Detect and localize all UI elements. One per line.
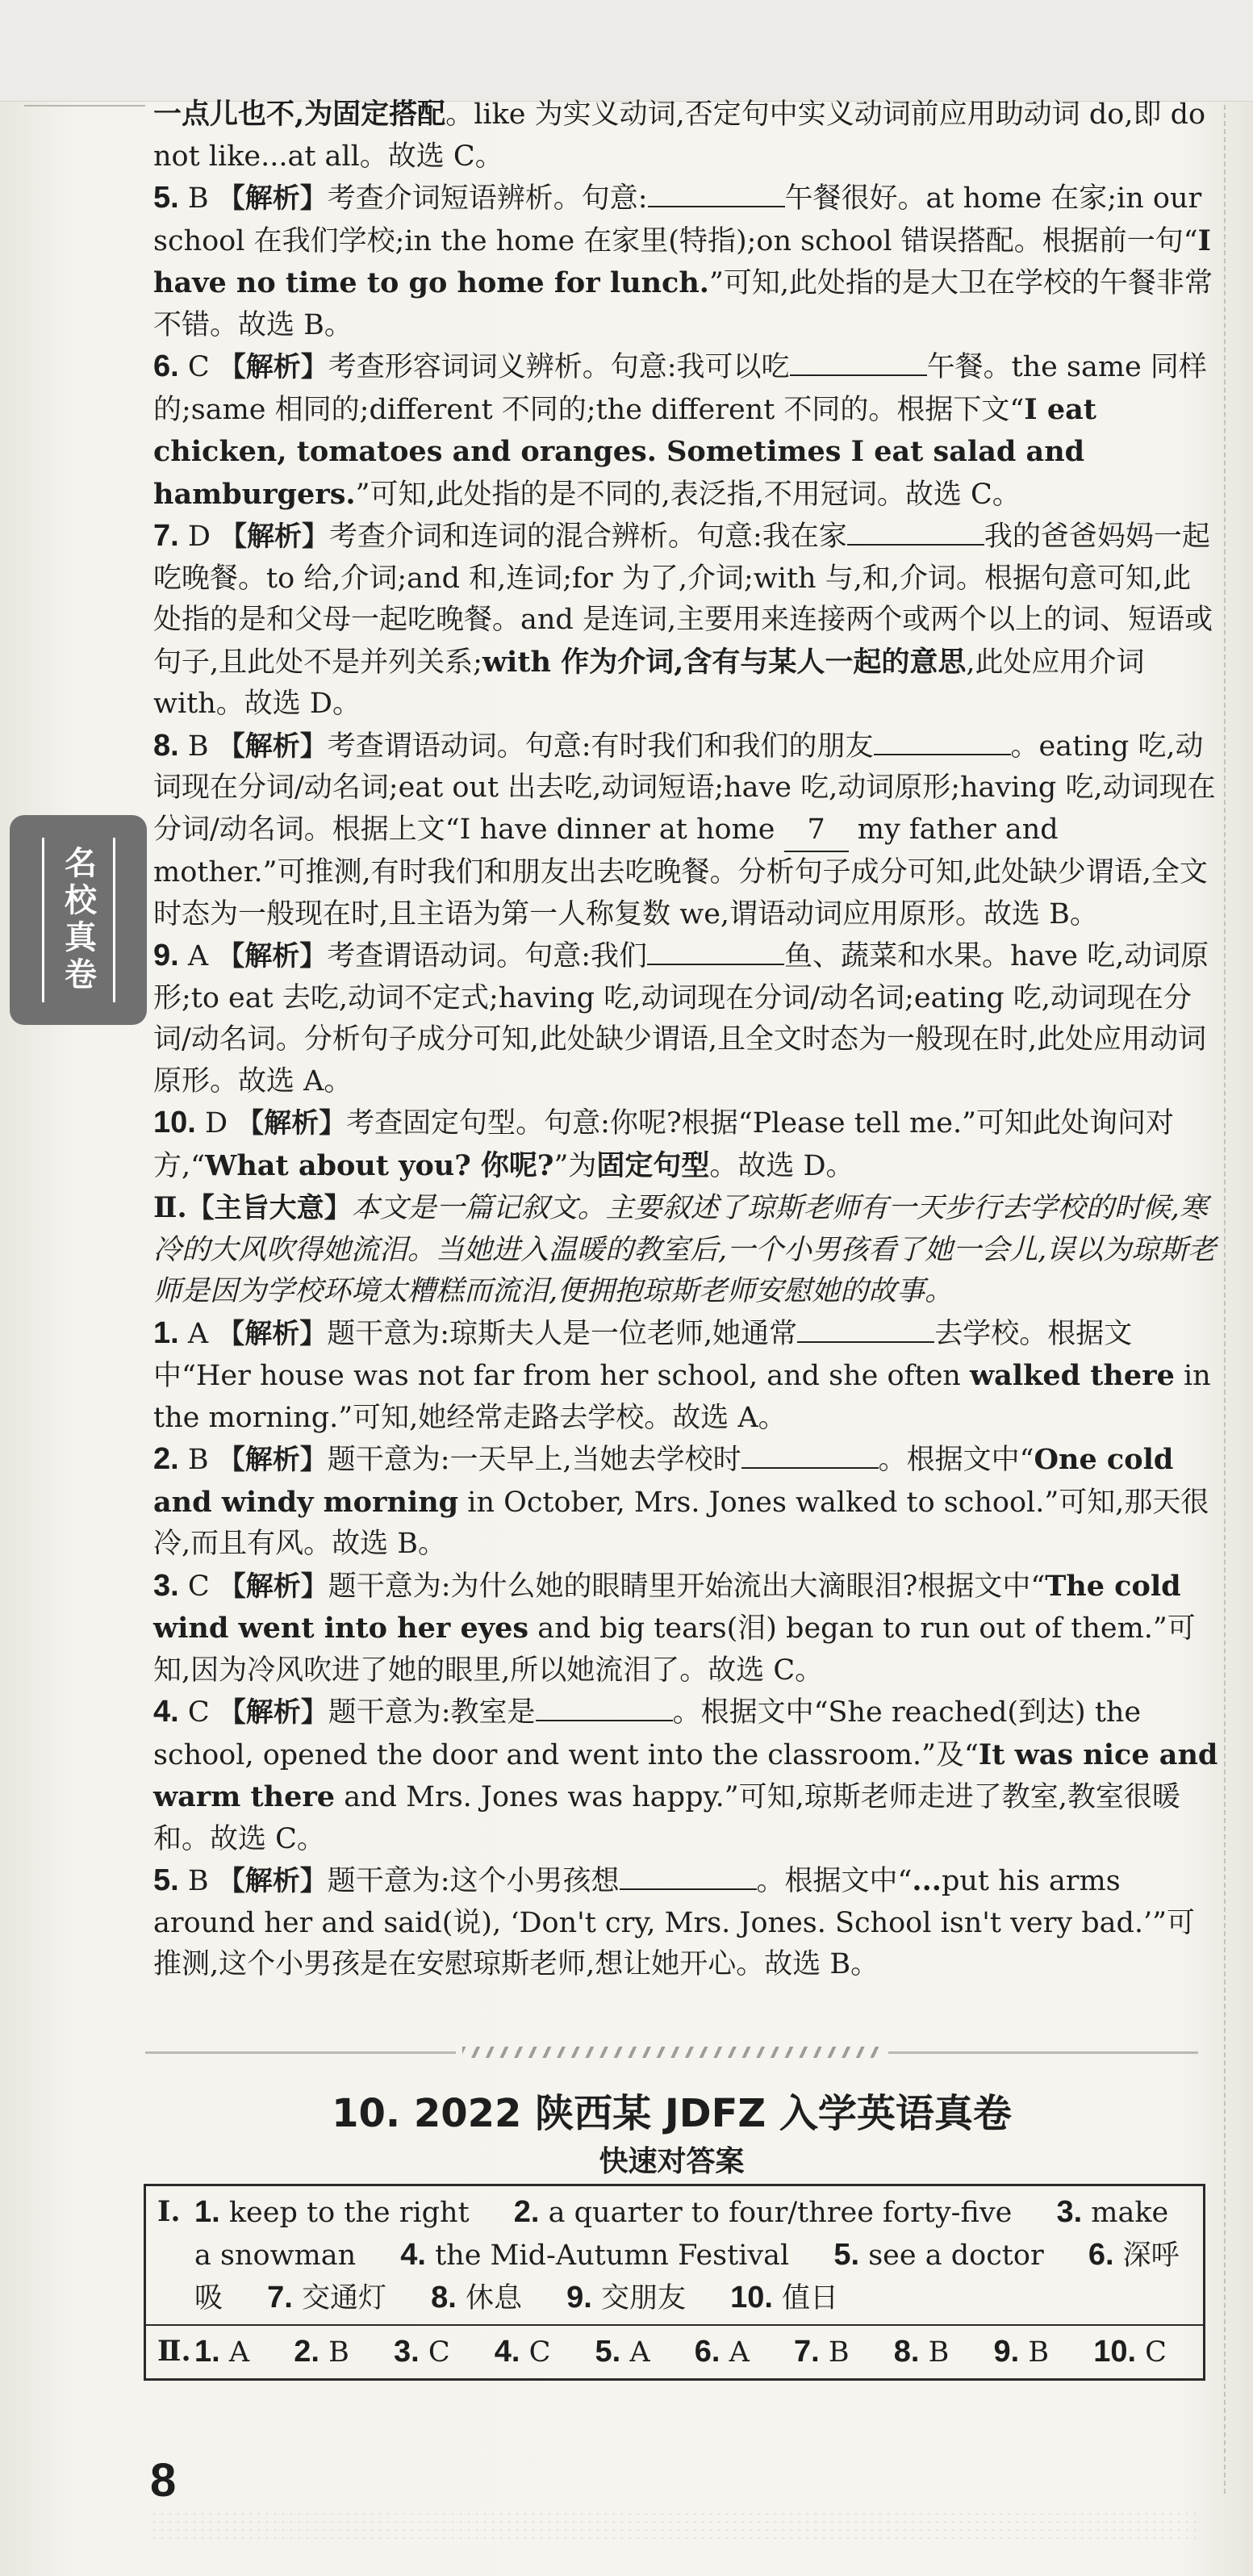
answer-item [394, 2336, 450, 2369]
answer-value: A [729, 2336, 750, 2369]
analysis-tag: 【解析】 [218, 1696, 328, 1729]
answer-letter: B [187, 1444, 209, 1476]
analysis-tag: 【解析】 [217, 730, 328, 763]
answer-num: 1. [194, 2335, 220, 2369]
part2-summary [153, 1187, 1218, 1313]
answer-num: 4. [400, 2238, 426, 2272]
quick-answer-table [144, 2184, 1205, 2381]
answer-num: 8. [893, 2335, 920, 2369]
explanation-text: in the morning.”可知,她经常走路去学校。故选 A。 [153, 1360, 1211, 1434]
blank-line [741, 1441, 879, 1469]
explanation-text: 鱼、蔬菜和水果。have 吃,动词原形;to eat 去吃,动词不定式;having 吃,动词现在分词/动名词;eating 吃,动词现在分词/动名词。分析句子成分可知,此处缺少谓语,且全文时态为一般现在时,此处应用动词原形。故选 A。 [153, 940, 1209, 1098]
main-idea-tag: 【主旨大意】 [186, 1192, 352, 1224]
explanation-text: 题干意为:一天早上,当她去学校时 [327, 1444, 741, 1476]
explanation-text: 题干意为:为什么她的眼睛里开始流出大滴眼泪?根据文中“ [328, 1570, 1046, 1603]
explanation-text: 。故选 D。 [709, 1149, 854, 1182]
answer-value: see a doctor [868, 2239, 1044, 2272]
answer-value: B [928, 2336, 950, 2369]
blank-line [874, 728, 1011, 755]
answer-value: C [1145, 2336, 1167, 2369]
answer-letter: D [187, 521, 211, 553]
answer-item [695, 2336, 750, 2369]
answer-num: 10. [730, 2281, 773, 2315]
answer-item [833, 2239, 1043, 2272]
explanation-text: and Mrs. Jones was happy.”可知,琼斯老师走进了教室,教室很暖和。故选 C。 [153, 1781, 1180, 1855]
bold-text: walked there [969, 1359, 1175, 1392]
answer-num: 3. [393, 2335, 420, 2369]
continued-paragraph [153, 94, 1218, 178]
answer-letter: B [187, 182, 209, 215]
answer-item [194, 2336, 249, 2369]
answer-num: 2. [294, 2335, 320, 2369]
answer-row-1 [146, 2186, 1203, 2326]
bold-text: with 作为介词,含有与某人一起的意思 [482, 645, 967, 679]
question-number: 5. [153, 181, 179, 215]
explanation-text: 。根据文中“ [756, 1865, 913, 1897]
explanation-text: 。根据文中“She reached(到达) the school, opened the door and went into the classroom.”及“ [153, 1696, 1142, 1771]
analysis-tag: 【解析】 [217, 1317, 328, 1350]
answer-num: 5. [595, 2335, 621, 2369]
explanation-text: 考查谓语动词。句意:有时我们和我们的朋友 [327, 730, 874, 763]
answer-value: A [629, 2336, 650, 2369]
header-rule [24, 105, 145, 107]
bold-text: ... [912, 1864, 942, 1897]
summary-text: 本文是一篇记叙文。主要叙述了琼斯老师有一天步行去学校的时候,寒冷的大风吹得她流泪。当她进入温暖的教室后,一个小男孩看了她一会儿,误以为琼斯老师是因为学校环境太糟糕而流泪,便拥抱琼斯老师安慰她的故事。 [153, 1192, 1217, 1307]
quoted-text: I have no time to go home for lunch. [153, 224, 1211, 299]
explanation-text: 题干意为:这个小男孩想 [327, 1865, 620, 1897]
question-number: 2. [153, 1442, 179, 1476]
explanation-text: 考查固定句型。句意:你呢?根据“Please tell me.”可知此处询问对方,“ [153, 1107, 1174, 1182]
answer-explanations [153, 94, 1218, 1986]
answer-value: B [828, 2336, 850, 2369]
analysis-tag: 【解析】 [217, 1444, 328, 1476]
question-number: 3. [153, 1568, 179, 1603]
analysis-tag: 【解析】 [236, 1107, 347, 1140]
answer-value: A [228, 2336, 250, 2369]
explanation-text: 去学校。根据文中“Her house was not far from her school, and she often [153, 1317, 1133, 1392]
answer-num: 6. [694, 2335, 720, 2369]
bold-text: One cold and windy morning [153, 1443, 1174, 1519]
q5-explanation [153, 178, 1218, 346]
blank-line [847, 518, 984, 546]
answer-row-2 [146, 2326, 1203, 2378]
q7-explanation [153, 516, 1218, 726]
p2-q1-explanation [153, 1313, 1218, 1440]
blank-line [790, 349, 927, 376]
blank-line [648, 180, 785, 207]
bold-text: What about you? 你呢? [205, 1148, 554, 1182]
question-number: 9. [153, 939, 179, 972]
continued-text: 。like 为实义动词,否定句中实义动词前应用助动词 do,即 do not like...at all。故选 C。 [153, 98, 1206, 173]
explanation-text: my father and mother.”可推测,有时我们和朋友出去吃晚餐。分析句子成分可知,此处缺少谓语,全文时态为一般现在时,且主语为第一人称复数 we,谓语动词应用原形。故选 B。 [153, 813, 1208, 930]
analysis-tag: 【解析】 [219, 521, 330, 553]
divider-line [145, 2051, 456, 2054]
answer-value: B [1028, 2336, 1050, 2369]
answer-item [495, 2336, 551, 2369]
answer-num: 6. [1088, 2238, 1114, 2272]
blank-number: 7 [784, 809, 849, 853]
question-number: 7. [153, 519, 179, 553]
answer-item [514, 2197, 1013, 2229]
answer-num: 7. [794, 2335, 820, 2369]
bold-text: 固定句型 [596, 1148, 710, 1182]
answer-letter: C [187, 1696, 210, 1729]
explanation-text: ”可知,此处指的是不同的,表泛指,不用冠词。故选 C。 [355, 478, 1021, 511]
answer-num: 7. [267, 2281, 293, 2315]
explanation-text: and big tears(泪) began to run out of them.”可知,因为冷风吹进了她的眼里,所以她流泪了。故选 C。 [153, 1612, 1196, 1687]
bold-text: The cold wind went into her eyes [153, 1569, 1181, 1645]
cut-line [1224, 105, 1226, 2494]
page-number: 8 [150, 2454, 177, 2507]
analysis-tag: 【解析】 [217, 182, 328, 215]
explanation-text: 午餐。the same 同样的;same 相同的;different 不同的;the different 不同的。根据下文“ [153, 351, 1207, 426]
explanation-text: 题干意为:琼斯夫人是一位老师,她通常 [327, 1317, 798, 1350]
bold-text: It was nice and warm there [153, 1738, 1218, 1813]
answer-num: 1. [194, 2195, 220, 2229]
divider-line [888, 2051, 1199, 2054]
answer-item [400, 2239, 789, 2272]
explanation-text: 考查介词短语辨析。句意: [327, 182, 648, 215]
answer-letter: B [187, 1865, 209, 1897]
divider-hatch [462, 2047, 882, 2058]
analysis-tag: 【解析】 [217, 940, 328, 972]
answer-num: 4. [494, 2335, 520, 2369]
side-tab [10, 815, 147, 1025]
answer-value: B [328, 2336, 349, 2369]
explanation-text: put his arms around her and said(说), ‘Don't cry, Mrs. Jones. School isn't very bad.’”可推测,这个小男孩是在安慰琼斯老师,想让她开心。故选 B。 [153, 1865, 1196, 1980]
explanation-text: 。eating 吃,动词现在分词/动名词;eat out 出去吃,动词短语;have 吃,动词原形;having 吃,动词现在分词/动名词。根据上文“I have dinner at home [153, 730, 1216, 846]
answer-letter: D [204, 1107, 228, 1140]
explanation-text: in October, Mrs. Jones walked to school.”可知,那天很冷,而且有风。故选 B。 [153, 1486, 1209, 1560]
answer-letter: A [187, 940, 209, 972]
question-number: 8. [153, 728, 179, 763]
answer-num: 3. [1056, 2195, 1083, 2229]
answer-value: make a snowman [194, 2197, 1169, 2272]
answer-num: 8. [431, 2281, 457, 2315]
answer-item [566, 2282, 686, 2315]
answer-item [730, 2282, 838, 2315]
p2-q5-explanation [153, 1860, 1218, 1986]
p2-q2-explanation [153, 1439, 1218, 1566]
section-roman: Ⅱ. [153, 1191, 187, 1224]
answer-num: 9. [993, 2335, 1020, 2369]
answer-item [894, 2336, 950, 2369]
q10-explanation [153, 1102, 1218, 1187]
answer-item [194, 2197, 470, 2229]
question-number: 6. [153, 349, 179, 383]
question-number: 4. [153, 1695, 179, 1729]
explanation-text: ”为 [553, 1149, 597, 1182]
row-roman: Ⅰ. [157, 2195, 181, 2228]
explanation-text: ”可知,此处指的是大卫在学校的午餐非常不错。故选 B。 [153, 267, 1213, 341]
section-divider [145, 2045, 1198, 2060]
answer-item [993, 2336, 1049, 2369]
q9-explanation [153, 935, 1218, 1102]
answer-value: 交通灯 [302, 2282, 387, 2315]
blank-line [536, 1694, 673, 1721]
blank-line [647, 938, 784, 965]
row-roman: Ⅱ. [157, 2335, 191, 2368]
p2-q4-explanation [153, 1692, 1218, 1860]
explanation-text: 午餐很好。at home 在家;in our school 在我们学校;in the home 在家里(特指);on school 错误搭配。根据前一句“ [153, 182, 1202, 257]
question-number: 1. [153, 1315, 179, 1350]
answer-letter: C [187, 351, 210, 383]
answer-value: keep to the right [228, 2197, 470, 2229]
q6-explanation [153, 346, 1218, 516]
section-subtitle: 快速对答案 [599, 2145, 745, 2178]
answer-item [294, 2336, 349, 2369]
p2-q3-explanation [153, 1566, 1218, 1692]
explanation-text: 考查介词和连词的混合辨析。句意:我在家 [329, 521, 847, 553]
answer-num: 2. [513, 2195, 540, 2229]
analysis-tag: 【解析】 [218, 351, 328, 383]
analysis-tag: 【解析】 [217, 1865, 328, 1897]
answer-value: 交朋友 [601, 2282, 687, 2315]
explanation-text: ,此处应用介词 with。故选 D。 [153, 646, 1145, 720]
answer-item [595, 2336, 650, 2369]
side-tab-label: 名校真卷 [42, 838, 115, 1002]
q8-explanation [153, 726, 1218, 936]
explanation-text: 。根据文中“ [878, 1444, 1034, 1476]
blank-line [620, 1863, 757, 1890]
answer-value: C [528, 2336, 551, 2369]
answer-item [794, 2336, 850, 2369]
answer-num: 5. [833, 2238, 860, 2272]
answer-value: C [428, 2336, 450, 2369]
answer-value: 深呼吸 [194, 2239, 1180, 2315]
top-margin-strip [0, 0, 1253, 102]
footer-texture [150, 2510, 1199, 2542]
answer-letter: B [187, 730, 209, 763]
answer-value: a quarter to four/three forty-five [548, 2197, 1013, 2229]
answer-num: 10. [1093, 2335, 1137, 2369]
question-number: 5. [153, 1863, 179, 1897]
answer-item [1093, 2336, 1167, 2369]
explanation-text: 考查谓语动词。句意:我们 [327, 940, 648, 972]
answer-letter: A [187, 1317, 209, 1350]
blank-line [797, 1315, 934, 1343]
explanation-text: 我的爸爸妈妈一起吃晚餐。to 给,介词;and 和,连词;for 为了,介词;with 与,和,介词。根据句意可知,此处指的是和父母一起吃晚餐。and 是连词,主要用来连接两个或两个以上的词、短语或句子,且此处不是并列关系; [153, 521, 1213, 679]
answer-letter: C [187, 1570, 210, 1603]
answer-item [267, 2282, 386, 2315]
answer-value: 休息 [466, 2282, 523, 2315]
answer-num: 9. [566, 2281, 592, 2315]
quoted-text: I eat chicken, tomatoes and oranges. Sometimes I eat salad and hamburgers. [153, 392, 1096, 511]
answer-item [431, 2282, 522, 2315]
answer-value: the Mid-Autumn Festival [435, 2239, 790, 2272]
fixed-phrase: 一点儿也不,为固定搭配 [153, 98, 446, 131]
analysis-tag: 【解析】 [218, 1570, 328, 1603]
answer-value: 值日 [782, 2282, 839, 2315]
question-number: 10. [153, 1106, 196, 1140]
explanation-text: 题干意为:教室是 [328, 1696, 536, 1729]
explanation-text: 考查形容词词义辨析。句意:我可以吃 [328, 351, 790, 383]
section-title: 10. 2022 陕西某 JDFZ 入学英语真卷 [332, 2091, 1012, 2136]
